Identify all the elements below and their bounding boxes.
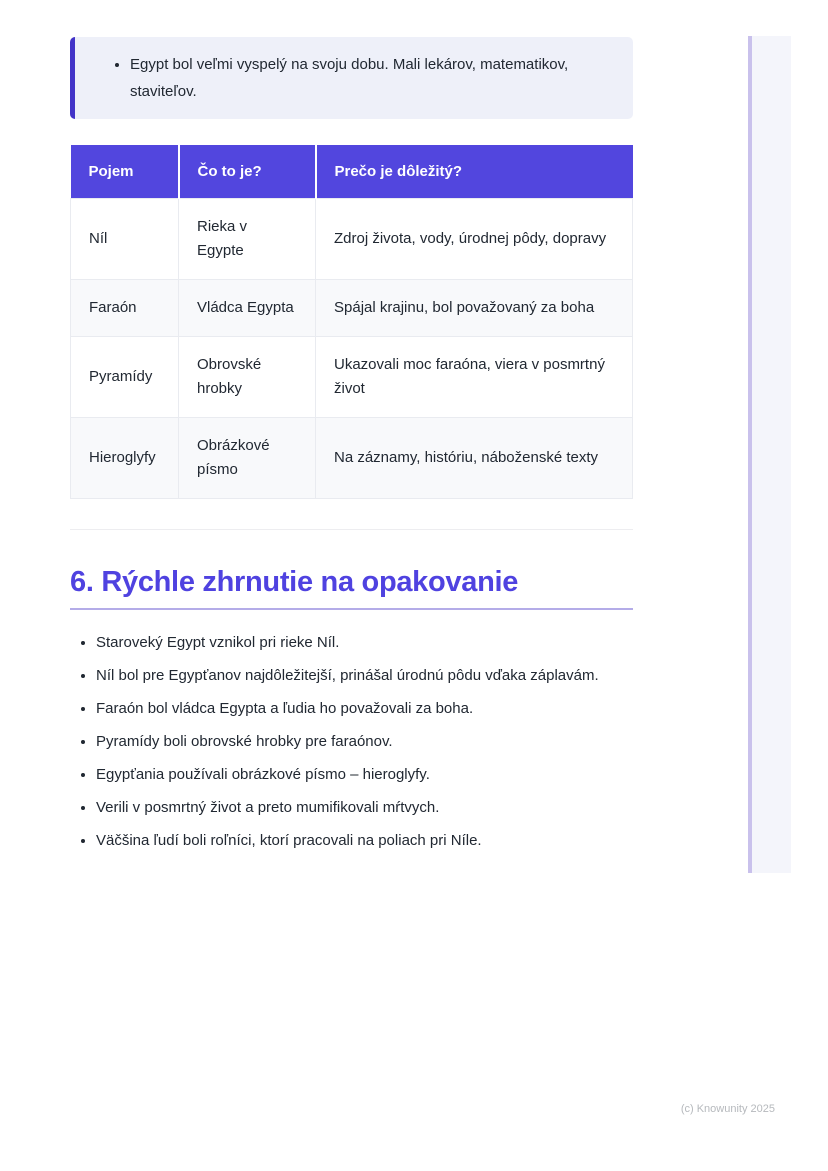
table-row — [71, 280, 633, 337]
terms-table-body — [71, 199, 633, 499]
summary-bullet: • Egypťania používali obrázkové písmo – hieroglyfy. — [96, 764, 633, 785]
definition-cell: Vládca Egypta — [179, 280, 316, 337]
column-header-preco: Prečo je dôležitý? — [316, 145, 633, 199]
column-header-pojem: Pojem — [71, 145, 179, 199]
highlight-callout — [70, 37, 633, 119]
table-row — [71, 337, 633, 418]
term-cell: Faraón — [71, 280, 179, 337]
document-page — [70, 0, 633, 863]
summary-bullet: • Faraón bol vládca Egypta a ľudia ho považovali za boha. — [96, 698, 633, 719]
column-header-co-to-je: Čo to je? — [179, 145, 316, 199]
importance-cell: Ukazovali moc faraóna, viera v posmrtný život — [316, 337, 633, 418]
footer-credit: (c) Knowunity 2025 — [680, 1103, 775, 1115]
callout-bullet-item: • Egypt bol veľmi vyspelý na svoju dobu. Mali lekárov, matematikov, staviteľov. — [130, 51, 609, 105]
importance-cell: Spájal krajinu, bol považovaný za boha — [316, 280, 633, 337]
section-divider — [70, 529, 633, 530]
importance-cell: Zdroj života, vody, úrodnej pôdy, dopravy — [316, 199, 633, 280]
table-row — [71, 199, 633, 280]
terms-table-header — [71, 145, 633, 199]
summary-bullet: • Staroveký Egypt vznikol pri rieke Níl. — [96, 632, 633, 653]
importance-cell: Na záznamy, históriu, náboženské texty — [316, 418, 633, 499]
summary-bullet: • Pyramídy boli obrovské hrobky pre faraónov. — [96, 731, 633, 752]
next-page-edge — [748, 36, 791, 873]
summary-bullet: • Níl bol pre Egypťanov najdôležitejší, prinášal úrodnú pôdu vďaka záplavám. — [96, 665, 633, 686]
callout-list — [75, 51, 609, 105]
table-row — [71, 418, 633, 499]
summary-list — [70, 632, 633, 851]
term-cell: Hieroglyfy — [71, 418, 179, 499]
definition-cell: Rieka v Egypte — [179, 199, 316, 280]
definition-cell: Obrázkové písmo — [179, 418, 316, 499]
terms-table — [70, 145, 633, 499]
summary-bullet: • Verili v posmrtný život a preto mumifikovali mŕtvych. — [96, 797, 633, 818]
summary-bullet: • Väčšina ľudí boli roľníci, ktorí pracovali na poliach pri Níle. — [96, 830, 633, 851]
term-cell: Níl — [71, 199, 179, 280]
section-heading: 6. Rýchle zhrnutie na opakovanie — [70, 564, 633, 610]
definition-cell: Obrovské hrobky — [179, 337, 316, 418]
table-header-row — [71, 145, 633, 199]
term-cell: Pyramídy — [71, 337, 179, 418]
